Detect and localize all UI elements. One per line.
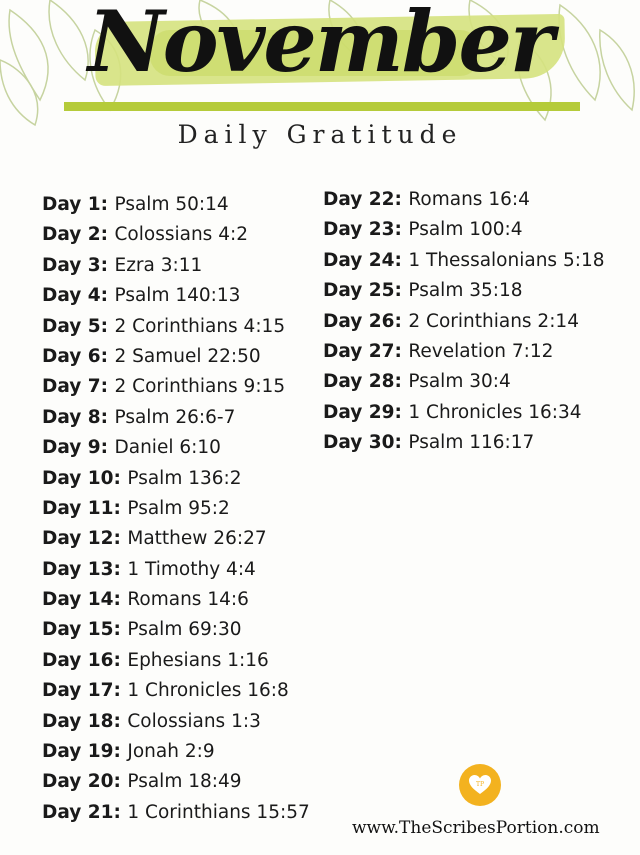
- reading-verse: Psalm 136:2: [127, 467, 242, 489]
- reading-row: Day 3: Ezra 3:11: [42, 254, 203, 276]
- reading-row: Day 18: Colossians 1:3: [42, 710, 261, 732]
- reading-row: Day 8: Psalm 26:6-7: [42, 406, 236, 428]
- reading-day: Day 17: [42, 680, 114, 702]
- reading-row: Day 21: 1 Corinthians 15:57: [42, 801, 310, 823]
- reading-day: Day 2: [42, 224, 101, 246]
- tp-heart-logo-icon: [459, 764, 501, 806]
- reading-day: Day 26: [323, 310, 395, 332]
- reading-day: Day 18: [42, 710, 114, 732]
- reading-verse: 2 Corinthians 4:15: [114, 315, 286, 337]
- reading-day: Day 19: [42, 741, 114, 763]
- reading-day: Day 27: [323, 340, 395, 362]
- reading-verse: 1 Thessalonians 5:18: [408, 249, 605, 271]
- reading-row: Day 7: 2 Corinthians 9:15: [42, 376, 286, 398]
- header: [0, 0, 640, 170]
- logo-text: TP: [475, 781, 485, 788]
- reading-verse: 1 Corinthians 15:57: [127, 801, 310, 823]
- reading-verse: 2 Corinthians 2:14: [408, 310, 579, 332]
- reading-day: Day 30: [323, 432, 395, 454]
- reading-verse: Psalm 95:2: [127, 497, 230, 519]
- reading-day: Day 24: [323, 249, 395, 271]
- reading-verse: 1 Chronicles 16:34: [408, 401, 582, 423]
- reading-day: Day 4: [42, 285, 101, 307]
- reading-day: Day 5: [42, 315, 101, 337]
- reading-day: Day 9: [42, 437, 101, 459]
- reading-row: Day 16: Ephesians 1:16: [42, 649, 269, 671]
- reading-day: Day 16: [42, 649, 114, 671]
- reading-row: Day 27: Revelation 7:12: [323, 340, 554, 362]
- reading-verse: Psalm 26:6-7: [114, 406, 236, 428]
- heart-icon: [469, 775, 491, 795]
- reading-day: Day 7: [42, 376, 101, 398]
- reading-verse: Psalm 35:18: [408, 280, 523, 302]
- reading-row: Day 17: 1 Chronicles 16:8: [42, 680, 289, 702]
- title-underline-bar: [64, 102, 580, 111]
- reading-verse: Ephesians 1:16: [127, 649, 269, 671]
- reading-verse: Colossians 1:3: [127, 710, 261, 732]
- reading-verse: Ezra 3:11: [114, 254, 203, 276]
- reading-day: Day 20: [42, 771, 114, 793]
- reading-row: Day 10: Psalm 136:2: [42, 467, 242, 489]
- reading-day: Day 14: [42, 589, 114, 611]
- reading-verse: Romans 14:6: [127, 589, 249, 611]
- reading-row: Day 11: Psalm 95:2: [42, 497, 230, 519]
- reading-day: Day 28: [323, 371, 395, 393]
- reading-row: Day 6: 2 Samuel 22:50: [42, 345, 261, 367]
- reading-verse: 2 Corinthians 9:15: [114, 376, 286, 398]
- reading-day: Day 8: [42, 406, 101, 428]
- reading-row: Day 13: 1 Timothy 4:4: [42, 558, 256, 580]
- reading-day: Day 1: [42, 194, 101, 215]
- reading-row: Day 29: 1 Chronicles 16:34: [323, 401, 582, 423]
- reading-verse: Psalm 50:14: [114, 194, 229, 215]
- reading-day: Day 22: [323, 189, 395, 210]
- reading-day: Day 11: [42, 497, 114, 519]
- reading-row: Day 14: Romans 14:6: [42, 589, 249, 611]
- reading-row: Day 26: 2 Corinthians 2:14: [323, 310, 579, 332]
- reading-row: Day 1: Psalm 50:14: [42, 194, 229, 215]
- page-title: November: [87, 0, 553, 91]
- reading-verse: Matthew 26:27: [127, 528, 267, 550]
- reading-verse: Psalm 116:17: [408, 432, 535, 454]
- reading-row: Day 9: Daniel 6:10: [42, 437, 221, 459]
- website-url: www.TheScribesPortion.com: [352, 818, 600, 838]
- reading-verse: Psalm 69:30: [127, 619, 242, 641]
- reading-verse: Jonah 2:9: [127, 741, 215, 763]
- reading-row: Day 19: Jonah 2:9: [42, 741, 215, 763]
- reading-verse: Revelation 7:12: [408, 340, 554, 362]
- reading-row: Day 25: Psalm 35:18: [323, 280, 523, 302]
- reading-day: Day 6: [42, 345, 101, 367]
- reading-day: Day 13: [42, 558, 114, 580]
- reading-day: Day 12: [42, 528, 114, 550]
- reading-verse: 1 Chronicles 16:8: [127, 680, 289, 702]
- reading-day: Day 10: [42, 467, 114, 489]
- readings-column-left: [42, 190, 310, 828]
- reading-verse: Psalm 140:13: [114, 285, 241, 307]
- reading-row: Day 2: Colossians 4:2: [42, 224, 248, 246]
- reading-row: Day 28: Psalm 30:4: [323, 371, 511, 393]
- reading-row: Day 5: 2 Corinthians 4:15: [42, 315, 286, 337]
- reading-row: Day 22: Romans 16:4: [323, 189, 530, 210]
- reading-verse: Romans 16:4: [408, 189, 530, 210]
- reading-row: Day 20: Psalm 18:49: [42, 771, 242, 793]
- reading-day: Day 21: [42, 801, 114, 823]
- reading-verse: Colossians 4:2: [114, 224, 248, 246]
- reading-row: Day 24: 1 Thessalonians 5:18: [323, 249, 605, 271]
- reading-row: Day 15: Psalm 69:30: [42, 619, 242, 641]
- reading-row: Day 12: Matthew 26:27: [42, 528, 267, 550]
- reading-row: Day 30: Psalm 116:17: [323, 432, 535, 454]
- reading-day: Day 3: [42, 254, 101, 276]
- page-subtitle: Daily Gratitude: [177, 120, 463, 149]
- reading-row: Day 4: Psalm 140:13: [42, 285, 241, 307]
- reading-row: Day 23: Psalm 100:4: [323, 219, 523, 241]
- reading-verse: Psalm 100:4: [408, 219, 523, 241]
- reading-verse: Daniel 6:10: [114, 437, 221, 459]
- reading-day: Day 23: [323, 219, 395, 241]
- reading-day: Day 29: [323, 401, 395, 423]
- reading-verse: Psalm 30:4: [408, 371, 511, 393]
- reading-day: Day 15: [42, 619, 114, 641]
- reading-day: Day 25: [323, 280, 395, 302]
- reading-verse: 1 Timothy 4:4: [127, 558, 256, 580]
- reading-verse: Psalm 18:49: [127, 771, 242, 793]
- reading-verse: 2 Samuel 22:50: [114, 345, 261, 367]
- readings-column-right: [323, 185, 605, 459]
